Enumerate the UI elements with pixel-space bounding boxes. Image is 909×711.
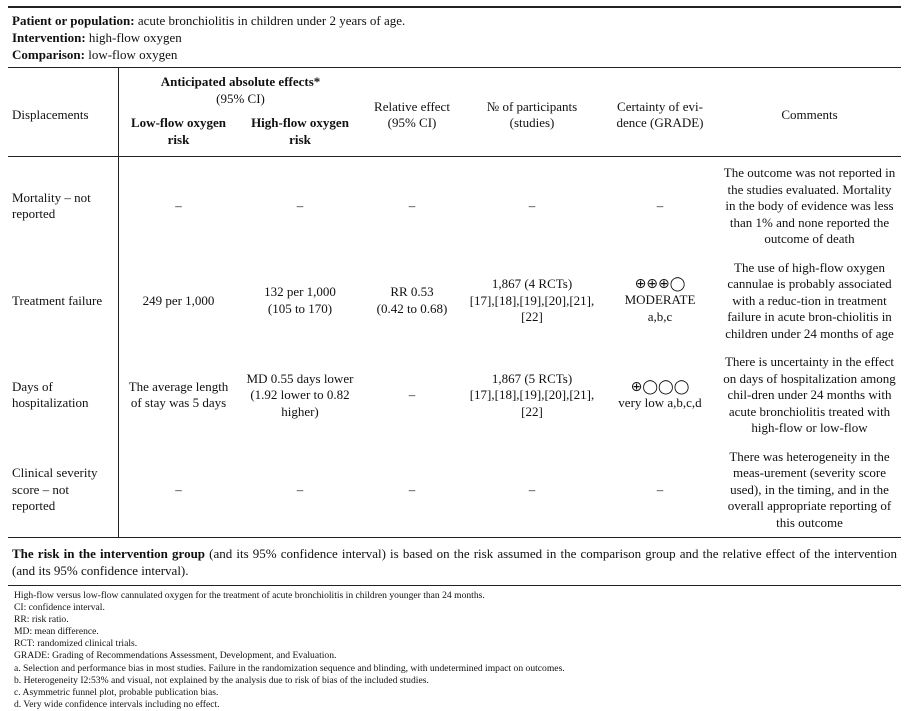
risk-explanation-bold: The risk in the intervention group (12, 546, 206, 561)
participants-cell (462, 348, 602, 443)
certainty-level: MODERATE (624, 292, 696, 308)
col-header-comments: Comments (718, 68, 901, 157)
low-flow-cell: The average length of stay was 5 days (128, 378, 229, 411)
certainty-notes: a,b,c (647, 308, 673, 324)
col-header-low-flow: Low-flow oxygen risk (119, 109, 239, 157)
high-flow-value: 132 per 1,000 (264, 284, 336, 300)
risk-explanation (8, 537, 901, 586)
participants-refs: [17],[18],[19],[20],[21],[22] (469, 292, 595, 324)
comparison-label: Comparison: (12, 47, 85, 62)
relative-cell: – (408, 198, 416, 213)
participants-value: 1,867 (4 RCTs) (491, 276, 573, 291)
outcome-cell: Clinical severity score – not reported (8, 443, 119, 538)
footnote: RCT: randomized clinical trials. (14, 638, 138, 650)
col-header-displacements: Displacements (8, 68, 119, 157)
outcome-cell: Days of hospitalization (8, 348, 119, 443)
participants-cell: – (528, 481, 536, 497)
participants-cell (462, 254, 602, 349)
table-row (8, 443, 901, 538)
footnote: b. Heterogeneity I2:53% and visual, not explained by the analysis due to risk of bias of the included studies. (14, 674, 429, 686)
high-flow-ci: (105 to 170) (267, 300, 333, 316)
table-header-info (8, 6, 901, 68)
certainty-cell (602, 348, 718, 443)
relative-cell: – (408, 387, 416, 402)
outcome-cell: Mortality – not reported (8, 157, 119, 254)
outcome-cell: Treatment failure (8, 254, 119, 349)
table-row (8, 348, 901, 443)
high-flow-cell: – (296, 481, 304, 497)
relative-cell (362, 254, 462, 349)
risk-explanation-text: (and its 95% confidence interval) is based on the risk assumed in the comparison group and the relative effect of the intervention (and its 95% confidence interval). (12, 546, 897, 578)
footnote: d. Very wide confidence intervals including no effect. (14, 698, 220, 710)
anticipated-title: Anticipated absolute effects* (160, 74, 321, 89)
intervention-label: Intervention: (12, 30, 86, 45)
certainty-symbols-icon: ⊕⊕⊕◯ (634, 276, 686, 293)
table-row (8, 157, 901, 254)
low-flow-cell: – (175, 198, 182, 213)
high-flow-cell: – (296, 198, 304, 213)
col-header-participants: № of participants (studies) (462, 68, 602, 157)
participants-refs: [17],[18],[19],[20],[21],[22] (469, 387, 595, 419)
certainty-level: very low a,b,c,d (618, 395, 702, 410)
anticipated-ci: (95% CI) (216, 90, 265, 106)
low-flow-cell: – (175, 481, 182, 497)
col-header-certainty: Certainty of evi-dence (GRADE) (602, 68, 718, 157)
population-line (12, 12, 901, 29)
low-flow-cell: 249 per 1,000 (142, 292, 215, 308)
population-label: Patient or population: (12, 13, 135, 28)
footnote: a. Selection and performance bias in most studies. Failure in the randomization sequence and blinding, with undetermined impact on outcomes. (14, 662, 565, 674)
footnote: RR: risk ratio. (14, 614, 69, 626)
intervention-line (12, 29, 901, 46)
certainty-cell (602, 254, 718, 349)
certainty-cell: – (656, 198, 664, 213)
footnote: GRADE: Grading of Recommendations Assessment, Development, and Evaluation. (14, 650, 337, 662)
relative-cell: – (408, 481, 416, 497)
comments-cell: The outcome was not reported in the studies evaluated. Mortality in the body of evidence was less than 1% and none reported the outcome of death (723, 165, 896, 246)
population-text: acute bronchiolitis in children under 2 years of age. (137, 13, 406, 28)
col-header-anticipated (119, 68, 363, 109)
footnote: High-flow versus low-flow cannulated oxygen for the treatment of acute bronchiolitis in children younger than 24 months. (14, 590, 485, 601)
high-flow-cell: MD 0.55 days lower (1.92 lower to 0.82 higher) (246, 370, 354, 419)
certainty-symbols-icon: ⊕◯◯◯ (630, 379, 690, 395)
footnote: CI: confidence interval. (14, 602, 105, 614)
relative-value: RR 0.53 (390, 284, 434, 300)
summary-of-findings-table (8, 68, 901, 537)
header-row (8, 68, 901, 109)
comments-cell: There is uncertainty in the effect on days of hospitalization among chil-dren under 24 months with acute bronchiolitis treated with high-flow or low-flow (723, 354, 896, 435)
evidence-summary (8, 6, 901, 711)
high-flow-cell (238, 254, 362, 349)
footnote: MD: mean difference. (14, 626, 99, 638)
intervention-text: high-flow oxygen (88, 30, 182, 45)
footnote: c. Asymmetric funnel plot, probable publication bias. (14, 686, 219, 698)
comparison-line (12, 46, 901, 63)
col-header-high-flow: High-flow oxygen risk (238, 109, 362, 157)
comments-cell: The use of high-flow oxygen cannulae is probably associated with a reduc-tion in treatment failure in acute bron-chiolitis in children under 24 months of age (725, 259, 894, 341)
col-header-relative: Relative effect (95% CI) (362, 68, 462, 157)
footnotes (8, 586, 901, 711)
comparison-text: low-flow oxygen (88, 47, 178, 62)
participants-cell: – (528, 198, 536, 213)
comments-cell: There was heterogeneity in the meas-urement (severity score used), in the timing, and in the overall appropriate reporting of this outcome (727, 448, 892, 530)
table-row (8, 254, 901, 349)
participants-value: 1,867 (5 RCTs) (491, 370, 573, 386)
certainty-cell: – (656, 481, 664, 497)
relative-ci: (0.42 to 0.68) (376, 300, 448, 316)
